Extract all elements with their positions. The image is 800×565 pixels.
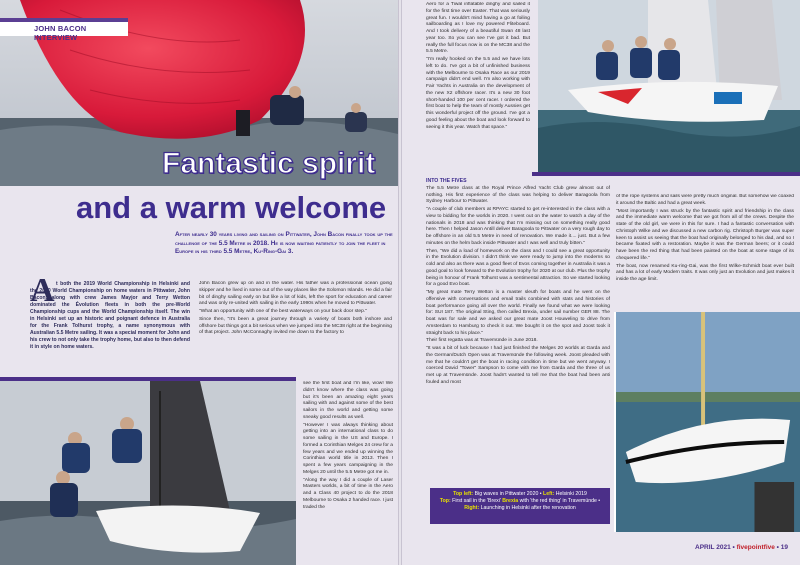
caption-label: Right: — [464, 504, 480, 511]
helsinki-photo — [0, 381, 296, 565]
sailing-photo-top — [538, 0, 800, 172]
body-paragraph: of the rope systems and sails were pretty much original. But somehow we coaxed it around the Baltic and had a great week. — [616, 194, 794, 206]
body-paragraph: The 5.5 Metre class at the Royal Prince Alfred Yacht Club grew almost out of nothing. His first experience of the class was helping to deliver Baragoola from Sydney Harbour to Pittwater. — [426, 185, 610, 205]
section-tag — [0, 20, 128, 42]
caption-label: Left: — [543, 491, 555, 497]
photo-caption — [430, 488, 610, 524]
body-paragraph: "A couple of club members at RPAYC started to get re-interested in the class with a view to bidding for the worlds in 2020. I went out on the water to watch a day of the nationals in 2018 and was thinking that I'm missing out on something really good here. Then I helped Jason Antill deliver Baragoola to Pittwater on a very rough day to be offshore in an old 5.5 Metre in need of renovation. We made it.... just. But a few minutes on the helm back inside Pittwater and I was well and truly bitten." — [426, 207, 610, 246]
headline-line-2: and a warm welcome — [76, 190, 387, 225]
body-paragraph: Then, "We did a load of homework on the class and I could see a great opportunity in the Evolution division. I didn't think we were ready to jump into the moderns so cold and also as there was a good fleet of Evos coming together in Australia it was a good goal to look forward to the Evolution trophy for 2020 at our club. Plus the trophy being in honour of Frank Tolhurst was a sentimental attraction. So we started looking for a good Evo boat. — [426, 248, 610, 288]
right-column-1 — [426, 2, 530, 174]
body-paragraph: "It was a bit of luck because I had just finished the Melges 20 worlds at Garda and the German/Dutch Open was at Travemünde the following week. Joost pleaded with me that he couldn't get the boat in racing condition in time but we went anyway. I coerced David "Tower" Sampson to come with me from Garda and the three of us met up at Travemünde. Joost hadn't wanted to tell me that the boat had been anti fouled and most — [426, 346, 610, 385]
right-page — [402, 0, 800, 565]
right-column-2 — [426, 176, 610, 538]
folio-date: APRIL 2021 • — [695, 544, 737, 551]
lede-text: t both the 2019 World Championship in Helsinki and the 2020 World Championship on home waters in Pittwater, John Bacon, along with crew James Mayjor and Terry Wetton dominated the Évolution fleets in both the pre-World Championship cups and the World Championship itself. The win in Helsinki set up an historic and poignant defence in Australia for the Frank Tolhurst trophy, a name synonymous with Australian 5.5 Metre sailing. It was a special moment for John and his crew to not only take the trophy home, but also to then defend it in style on home waters. — [30, 281, 190, 350]
right-column-3 — [616, 194, 794, 304]
body-paragraph: The boat, now renamed Ku-ring-Gai, was the first Wilke-Schmidt boat ever built and has a lot of early Modern traits. It was only just an Evolution and just makes it inside the age limit. — [616, 263, 794, 282]
caption-label: Top: — [439, 497, 451, 504]
left-page — [0, 0, 398, 565]
launch-photo — [614, 312, 800, 532]
caption-text: Big waves in Pittwater 2020 • — [473, 491, 544, 497]
folio-brand: fivepointfive — [736, 544, 775, 551]
body-paragraph: "Most importantly I was struck by the fantastic spirit and friendship in the class and the immediate warm welcome that we got from all of the crews. Despite the state of the old girl, we were in this for sure. I had a fantastic conversation with Christoph Wilke and we discussed a new carbon rig. Christoph Burger was super keen to assist us seeing that the boat had originally belonged to his dad, and so I became fixated with a restoration. Maybe it was the German beers; or it could have been the red thing that had been painted on the boat at some stage of its chequered life." — [616, 208, 794, 261]
body-paragraph: "What an opportunity with one of the best waterways on your back door step." — [199, 309, 367, 314]
left-column-3 — [303, 381, 393, 559]
caption-label: Brexia — [502, 497, 519, 504]
standfirst: After nearly 30 years living and sailing on Pittwater, John Bacon finally took up the challenge of the 5.5 Metre in 2018. He is now waiting patiently to join the fleet in Europe in his third 5.5 Metre, Ku-Ring-Gai 3. — [175, 231, 393, 256]
body-paragraph: "However I was always thinking about getting into an international class to do some sailing in the US and Europe. I formed a Corinthian Melges 24 crew for a few years and we ended up winning the Corinthian world title in 2013. Then I spent a few years campaigning in the Melges 20 until the 5.5 Metre got me in. — [303, 422, 393, 475]
lede-paragraph — [30, 281, 190, 352]
caption-text: Helsinki 2019 — [554, 491, 587, 497]
body-paragraph: "Along the way I did a couple of Laser Masters worlds, a bit of time in the Aero and a Class 40 project to do the 2018 Melbourne to Osaka 2 handed race. I just traded the — [303, 477, 393, 510]
body-paragraph: Since then, "It's been a great journey through a variety of boats both inshore and offshore but things got a bit serious when we jumped into the MC38 right at the beginning of that project. John McConnaghy invited me down to the factory to — [199, 316, 392, 336]
section-tag-text: JOHN BACON INTERVIEW — [34, 24, 87, 42]
body-paragraph: "I'm really hooked on the 5.5 and we have lots left to do. I've got a bit of unfinished business with the Melbourne to Osaka Race as our 2019 campaign didn't end well. I'm also working with Fair Yachts in Australia on the development of the new X2 offshore racer. It's a new 30 foot short-handed 100 per cent racer. I ordered the first boat to help the team of mostly Aussies get this wonderful project off the ground. I've got a good feeling about the boat and look forward to seeing it this year. Watch that space." — [426, 57, 530, 130]
folio-page-number: • 19 — [774, 544, 788, 551]
caption-text: with 'the red thing' in Travemünde • — [518, 497, 601, 504]
body-paragraph: Aero for a Tiwal inflatable dinghy and sailed it for the first time over Easter. That was seriously great fun. I wouldn't mind having a go at foiling sailboarding as I love my powered Fliteboard. And I took delivery of a beautiful Swan 48 last year too. So you can see I've got it bad. But really the full focus now is on the MC38 and the 5.5 Metre. — [426, 2, 530, 55]
left-column-2 — [199, 281, 392, 377]
caption-text: First sail in the 'Brexi' — [450, 497, 503, 504]
body-paragraph: "My great mate Terry Wetton is a master sleuth for boats and he went on the offensive with conversations and email trails combined with stats and histories of boat performance going all over the world. Finally we found what we were looking for: SUI 187. The original Sting, then called Brexia, under sail number GER 88. The boat was for sale and we asked our great mate Joost Houweling to drive from Amsterdam to Hamburg to check it out. We bought it on the spot and Joost took it straight back to his place." — [426, 290, 610, 336]
page-folio — [695, 544, 788, 551]
body-paragraph: Their first regatta was at Travemünde in June 2018. — [426, 338, 538, 344]
section-heading: INTO THE FIVES — [426, 178, 467, 184]
drop-cap: A — [30, 272, 55, 309]
caption-label: Top left: — [453, 491, 474, 497]
headline-line-1: Fantastic spirit — [162, 147, 376, 180]
body-paragraph: John Bacon grew up on and in the water. His father was a professional ocean going skipper and he lived in some out of the way places like the Solomon Islands. He did a fair bit of dinghy sailing early on but like a lot of kids, left the sport for education and career and was only re-united with sailing in the early 1990s when he moved to Pittwater. — [199, 281, 392, 307]
body-paragraph: see the first boat and I'm like, wow! We didn't know where the class was going but it's been an amazing eight years sailing with and against some of the best sailors in the world and getting some sneaky good results as well. — [303, 381, 393, 420]
caption-text: Launching in Helsinki after the renovation — [479, 504, 576, 511]
